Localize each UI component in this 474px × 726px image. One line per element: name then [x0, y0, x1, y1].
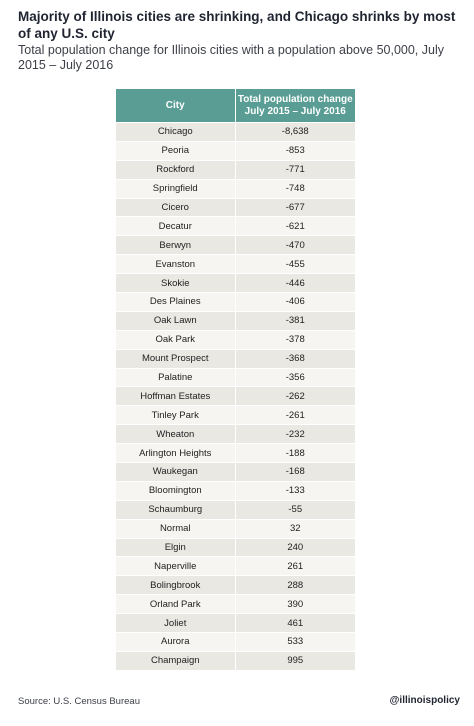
- table-row: [116, 425, 355, 444]
- city-cell: Elgin: [116, 538, 235, 557]
- population-change-cell: -378: [235, 330, 355, 349]
- table-row: [116, 198, 355, 217]
- population-change-cell: -188: [235, 444, 355, 463]
- population-change-cell: -771: [235, 160, 355, 179]
- city-cell: Bloomington: [116, 481, 235, 500]
- city-cell: Aurora: [116, 633, 235, 652]
- city-cell: Champaign: [116, 651, 235, 669]
- brand-handle: @illinoispolicy: [389, 695, 460, 706]
- city-cell: Bolingbrook: [116, 576, 235, 595]
- table-row: [116, 633, 355, 652]
- table-row: [116, 349, 355, 368]
- table-row: [116, 444, 355, 463]
- table-row: [116, 576, 355, 595]
- city-cell: Tinley Park: [116, 406, 235, 425]
- population-change-cell: 261: [235, 557, 355, 576]
- source-note: Source: U.S. Census Bureau: [18, 696, 140, 707]
- table-row: [116, 141, 355, 160]
- city-cell: Chicago: [116, 123, 235, 142]
- table-row: [116, 557, 355, 576]
- city-cell: Oak Lawn: [116, 311, 235, 330]
- city-cell: Schaumburg: [116, 500, 235, 519]
- table-row: [116, 463, 355, 482]
- population-change-cell: -356: [235, 368, 355, 387]
- city-cell: Skokie: [116, 274, 235, 293]
- table-body: [116, 123, 355, 670]
- population-change-cell: -381: [235, 311, 355, 330]
- population-change-cell: 533: [235, 633, 355, 652]
- city-cell: Normal: [116, 519, 235, 538]
- population-change-cell: -262: [235, 387, 355, 406]
- table-row: [116, 614, 355, 633]
- table-row: [116, 500, 355, 519]
- population-change-table: [116, 89, 355, 670]
- city-cell: Springfield: [116, 179, 235, 198]
- table-row: [116, 255, 355, 274]
- city-cell: Joliet: [116, 614, 235, 633]
- city-cell: Evanston: [116, 255, 235, 274]
- population-change-cell: 32: [235, 519, 355, 538]
- population-change-cell: -168: [235, 463, 355, 482]
- city-cell: Wheaton: [116, 425, 235, 444]
- table-header-row: [116, 89, 355, 123]
- table-row: [116, 179, 355, 198]
- chart-subtitle: Total population change for Illinois cities with a population above 50,000, July 2015 – July 2016: [18, 43, 444, 72]
- city-cell: Peoria: [116, 141, 235, 160]
- population-change-cell: -455: [235, 255, 355, 274]
- city-cell: Berwyn: [116, 236, 235, 255]
- city-cell: Oak Park: [116, 330, 235, 349]
- table-row: [116, 519, 355, 538]
- table-row: [116, 217, 355, 236]
- population-change-cell: -748: [235, 179, 355, 198]
- city-cell: Rockford: [116, 160, 235, 179]
- city-cell: Waukegan: [116, 463, 235, 482]
- table-row: [116, 330, 355, 349]
- table-row: [116, 538, 355, 557]
- population-change-cell: -261: [235, 406, 355, 425]
- table-row: [116, 236, 355, 255]
- table-row: [116, 160, 355, 179]
- population-change-cell: -621: [235, 217, 355, 236]
- population-change-cell: -8,638: [235, 123, 355, 142]
- city-cell: Hoffman Estates: [116, 387, 235, 406]
- table-row: [116, 651, 355, 669]
- city-cell: Cicero: [116, 198, 235, 217]
- city-cell: Palatine: [116, 368, 235, 387]
- table-row: [116, 406, 355, 425]
- population-change-cell: -470: [235, 236, 355, 255]
- chart-title: Majority of Illinois cities are shrinking, and Chicago shrinks by most of any U.S. city: [18, 9, 456, 41]
- population-change-cell: -133: [235, 481, 355, 500]
- table-row: [116, 123, 355, 142]
- population-change-cell: -55: [235, 500, 355, 519]
- population-change-cell: -677: [235, 198, 355, 217]
- city-cell: Naperville: [116, 557, 235, 576]
- city-cell: Decatur: [116, 217, 235, 236]
- population-change-cell: 288: [235, 576, 355, 595]
- table-row: [116, 311, 355, 330]
- table-row: [116, 481, 355, 500]
- table-row: [116, 595, 355, 614]
- table-row: [116, 274, 355, 293]
- population-change-cell: 995: [235, 651, 355, 669]
- population-change-cell: -853: [235, 141, 355, 160]
- column-header-population-change: Total population change July 2015 – July 2016: [235, 89, 355, 123]
- column-header-city: City: [116, 89, 235, 123]
- population-change-cell: 240: [235, 538, 355, 557]
- table-row: [116, 368, 355, 387]
- city-cell: Orland Park: [116, 595, 235, 614]
- population-change-cell: -368: [235, 349, 355, 368]
- city-cell: Arlington Heights: [116, 444, 235, 463]
- population-change-cell: -232: [235, 425, 355, 444]
- population-change-cell: -406: [235, 293, 355, 312]
- city-cell: Des Plaines: [116, 293, 235, 312]
- table-row: [116, 387, 355, 406]
- population-change-cell: -446: [235, 274, 355, 293]
- population-change-cell: 390: [235, 595, 355, 614]
- table-row: [116, 293, 355, 312]
- city-cell: Mount Prospect: [116, 349, 235, 368]
- population-change-cell: 461: [235, 614, 355, 633]
